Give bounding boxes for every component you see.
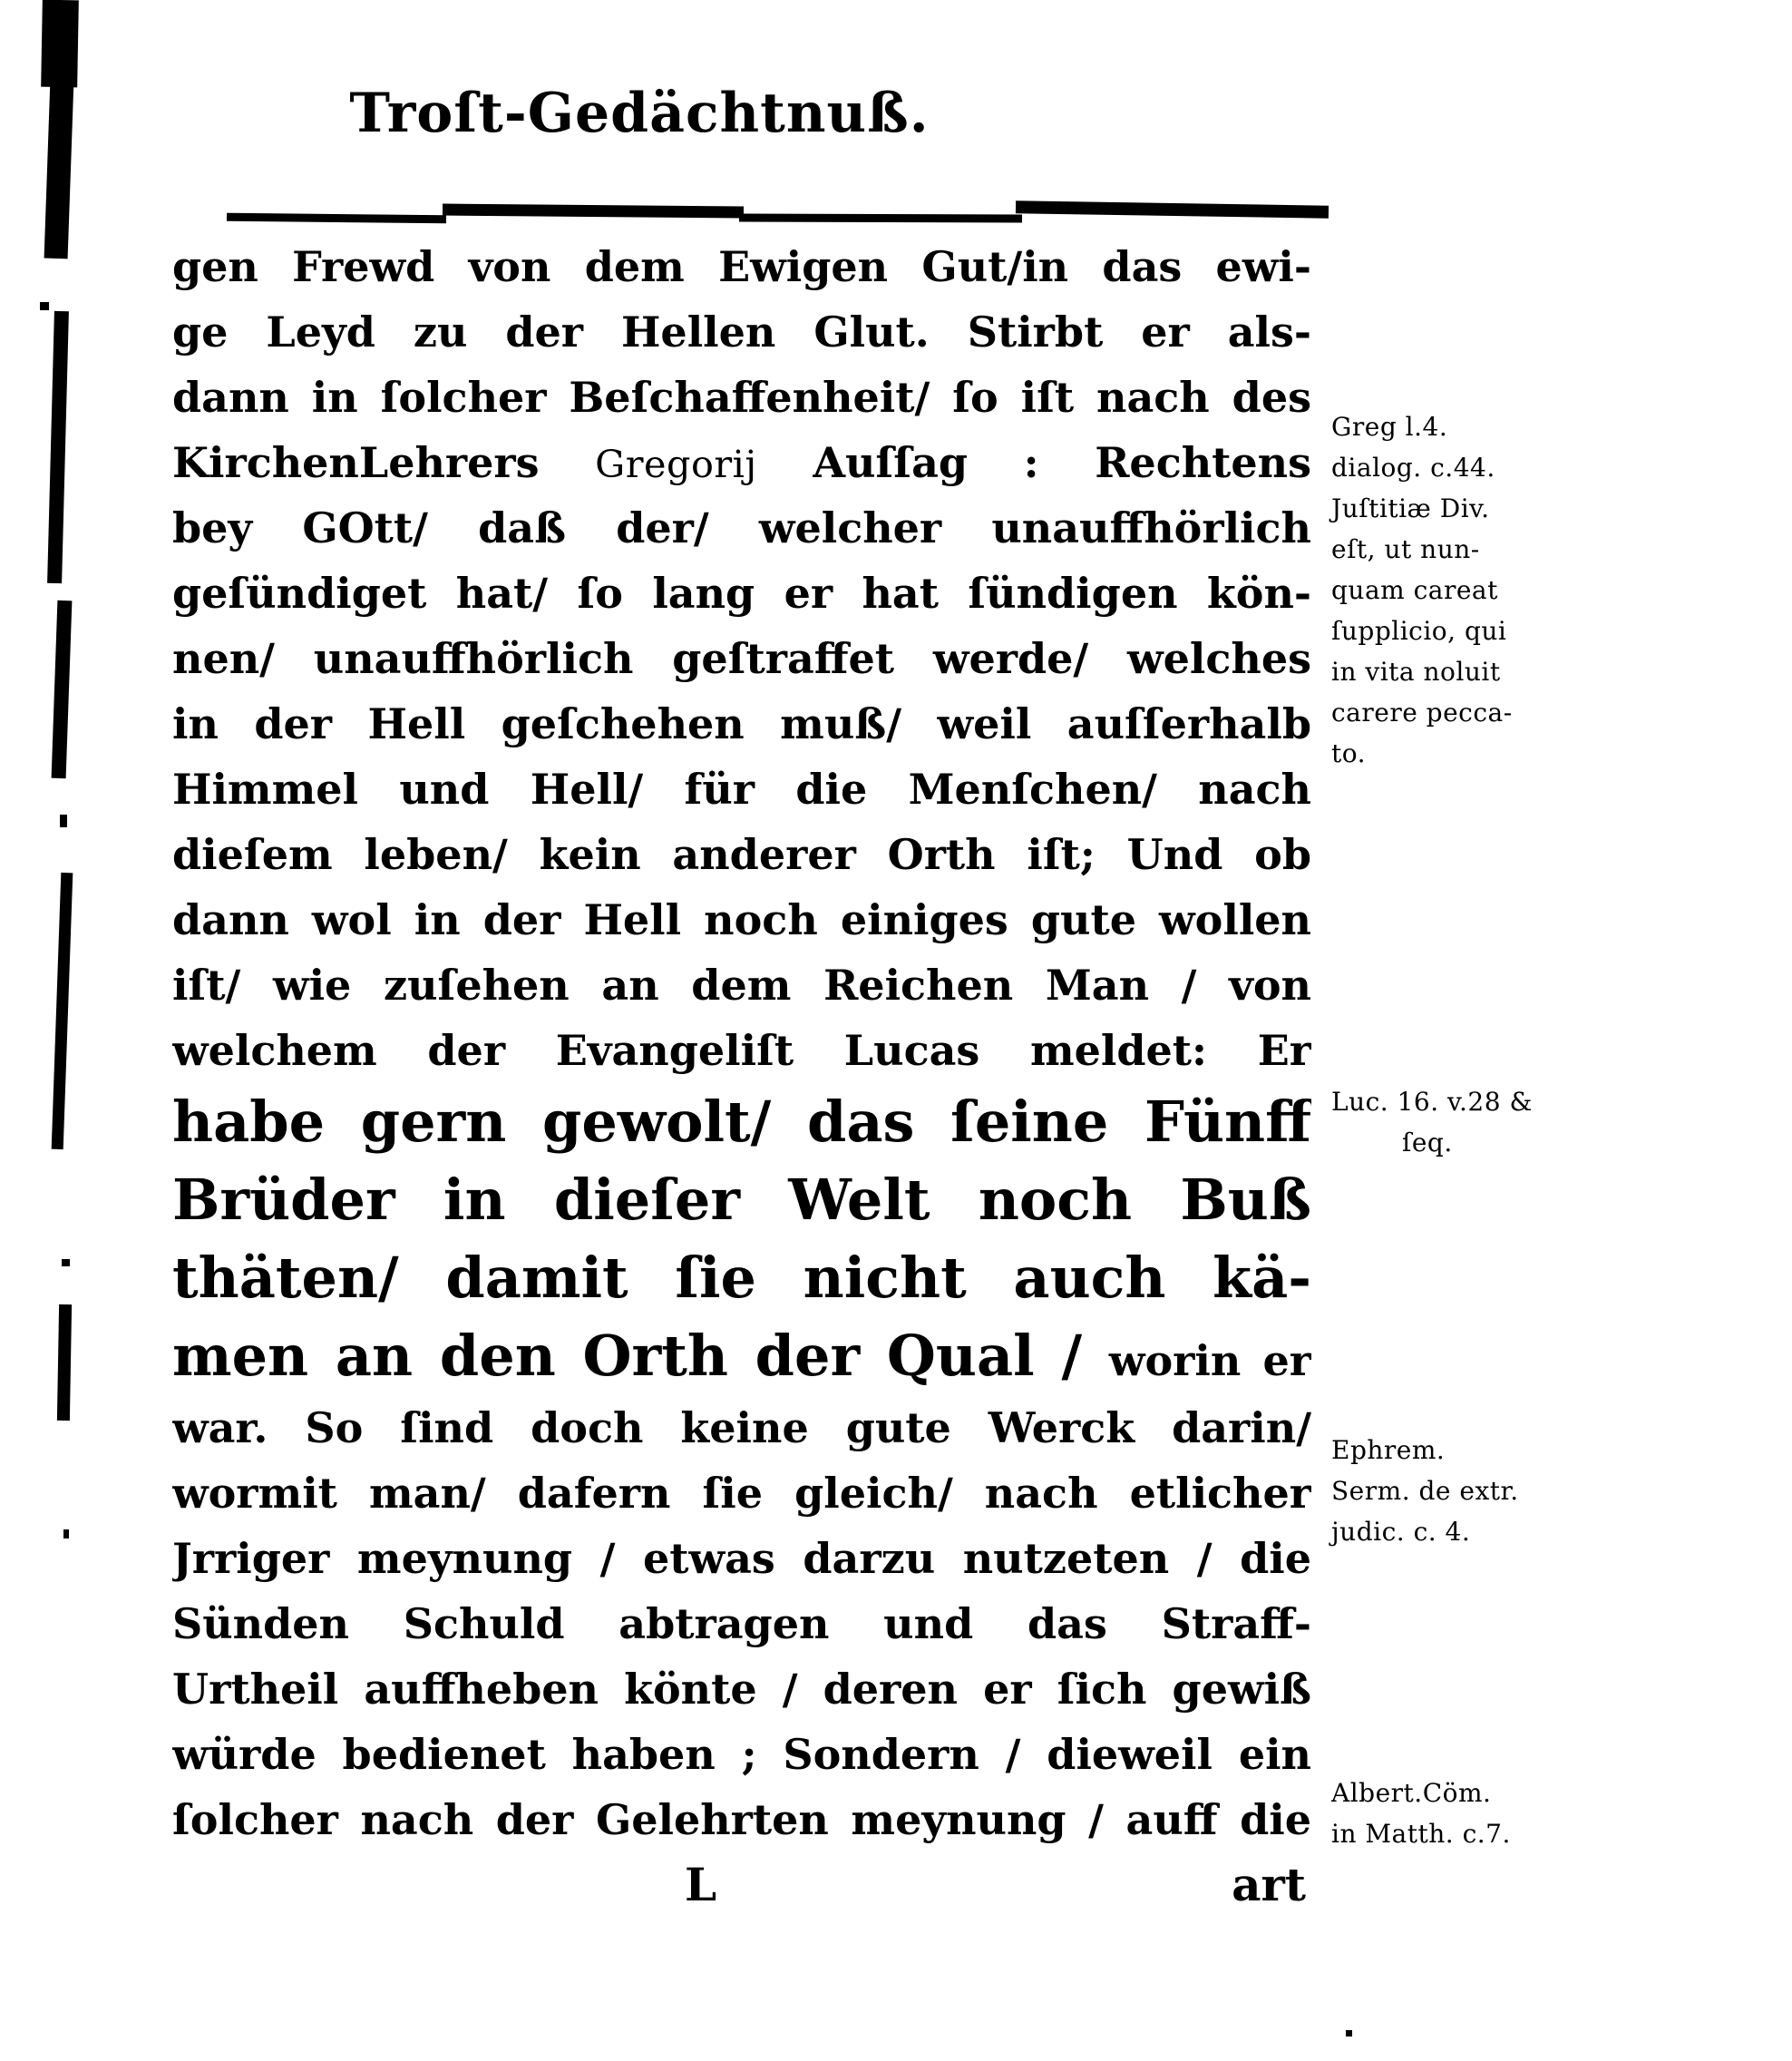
margin-note-line: Luc. 16. v.28 &: [1331, 1087, 1533, 1117]
scan-artifact: [52, 601, 73, 778]
body-line: Himmel und Hell/ für die Menſchen/ nach: [172, 765, 1311, 814]
scan-artifact: [63, 1529, 69, 1538]
margin-note-line: quam careat: [1331, 575, 1498, 605]
body-line: [172, 430, 1311, 495]
margin-note-line: carere pecca-: [1331, 698, 1513, 728]
margin-note-line: Albert.Cöm.: [1331, 1778, 1492, 1808]
body-line: gen Frewd von dem Ewigen Gut/in das ewi-: [172, 242, 1311, 291]
body-text-block: [172, 234, 1311, 1918]
body-line: iſt/ wie zuſehen an dem Reichen Man / von: [172, 961, 1311, 1010]
scan-artifact: [41, 0, 79, 87]
margin-note-line: eſt, ut nun-: [1331, 534, 1480, 564]
signature-mark: L: [685, 1858, 717, 1911]
scan-artifact: [1346, 2030, 1352, 2037]
body-line: geſündiget hat/ ſo lang er hat ſündigen kön-: [172, 569, 1311, 618]
catchword: art: [1232, 1858, 1306, 1911]
margin-note-gregorius: [1331, 406, 1603, 774]
scan-artifact: [52, 873, 73, 1149]
scan-artifact: [57, 1304, 72, 1421]
margin-note-line: to.: [1331, 738, 1367, 768]
margin-note-line: Juſtitiæ Div.: [1331, 493, 1490, 523]
margin-note-ephrem: [1331, 1430, 1603, 1552]
body-line: ſolcher nach der Gelehrten meynung / auff die: [172, 1795, 1311, 1844]
margin-note-line: Greg l.4.: [1331, 412, 1448, 442]
body-line: würde bedienet haben ; Sondern / dieweil ein: [172, 1730, 1311, 1779]
margin-note-line: judic. c. 4.: [1331, 1517, 1471, 1547]
body-line: Urtheil auffheben könte / deren er ſich gewiß: [172, 1665, 1311, 1714]
head-rule-segment: [739, 213, 1022, 222]
scan-artifact: [40, 302, 49, 310]
body-line: ge Leyd zu der Hellen Glut. Stirbt er als-: [172, 308, 1311, 357]
margin-note-lucas: [1331, 1081, 1603, 1163]
body-line-fragment: men an den Orth der Qual /: [172, 1323, 1109, 1389]
body-line-emphasis: Brüder in dieſer Welt noch Buß: [172, 1167, 1311, 1233]
body-line-emphasis: [172, 1317, 1311, 1395]
body-line: in der Hell geſchehen muß/ weil auſſerhalb: [172, 699, 1311, 748]
body-line: wormit man/ dafern ſie gleich/ nach etlicher: [172, 1469, 1311, 1518]
scan-artifact: [60, 815, 67, 827]
margin-note-line: dialog. c.44.: [1331, 453, 1495, 483]
body-line-fragment: KirchenLehrers: [172, 438, 596, 487]
scan-artifact: [44, 80, 74, 259]
body-line: nen/ unauffhörlich geſtraffet werde/ welches: [172, 634, 1311, 683]
body-line: war. So ſind doch keine gute Werck darin/: [172, 1403, 1311, 1452]
scan-artifact: [62, 1259, 70, 1266]
body-line: dann in ſolcher Beſchaffenheit/ ſo iſt nach des: [172, 373, 1311, 422]
body-line: dieſem leben/ kein anderer Orth iſt; Und ob: [172, 830, 1311, 879]
body-line-fragment: Auſſag : Rechtens: [756, 438, 1311, 487]
body-line: bey GOtt/ daß der/ welcher unauffhörlich: [172, 503, 1311, 552]
author-name-gregorij: Gregorij: [595, 443, 757, 486]
margin-note-line: Serm. de extr.: [1331, 1476, 1519, 1506]
head-rule-segment: [1016, 200, 1329, 218]
head-rule-segment: [227, 213, 446, 224]
page-title: Troſt-Gedächtnuß.: [349, 82, 930, 145]
margin-note-line: in vita noluit: [1331, 657, 1501, 687]
body-line-emphasis: thäten/ damit ſie nicht auch kä-: [172, 1245, 1311, 1311]
body-line: welchem der Evangeliſt Lucas meldet: Er: [172, 1026, 1311, 1075]
body-line-emphasis: habe gern gewolt/ das ſeine Fünff: [172, 1089, 1311, 1155]
margin-note-line: in Matth. c.7.: [1331, 1819, 1511, 1849]
scan-artifact: [47, 311, 69, 583]
body-line: Jrriger meynung / etwas darzu nutzeten / die: [172, 1534, 1311, 1583]
margin-note-albert: [1331, 1773, 1603, 1854]
body-line: Sünden Schuld abtragen und das Straff-: [172, 1599, 1311, 1648]
body-line-fragment: worin er: [1108, 1336, 1311, 1385]
head-rule-segment: [443, 204, 744, 219]
margin-note-line: ſeq.: [1402, 1128, 1453, 1157]
signature-row: [172, 1852, 1311, 1918]
margin-note-line: ſupplicio, qui: [1331, 616, 1507, 646]
body-line: dann wol in der Hell noch einiges gute wollen: [172, 895, 1311, 944]
margin-note-line: Ephrem.: [1331, 1435, 1446, 1465]
